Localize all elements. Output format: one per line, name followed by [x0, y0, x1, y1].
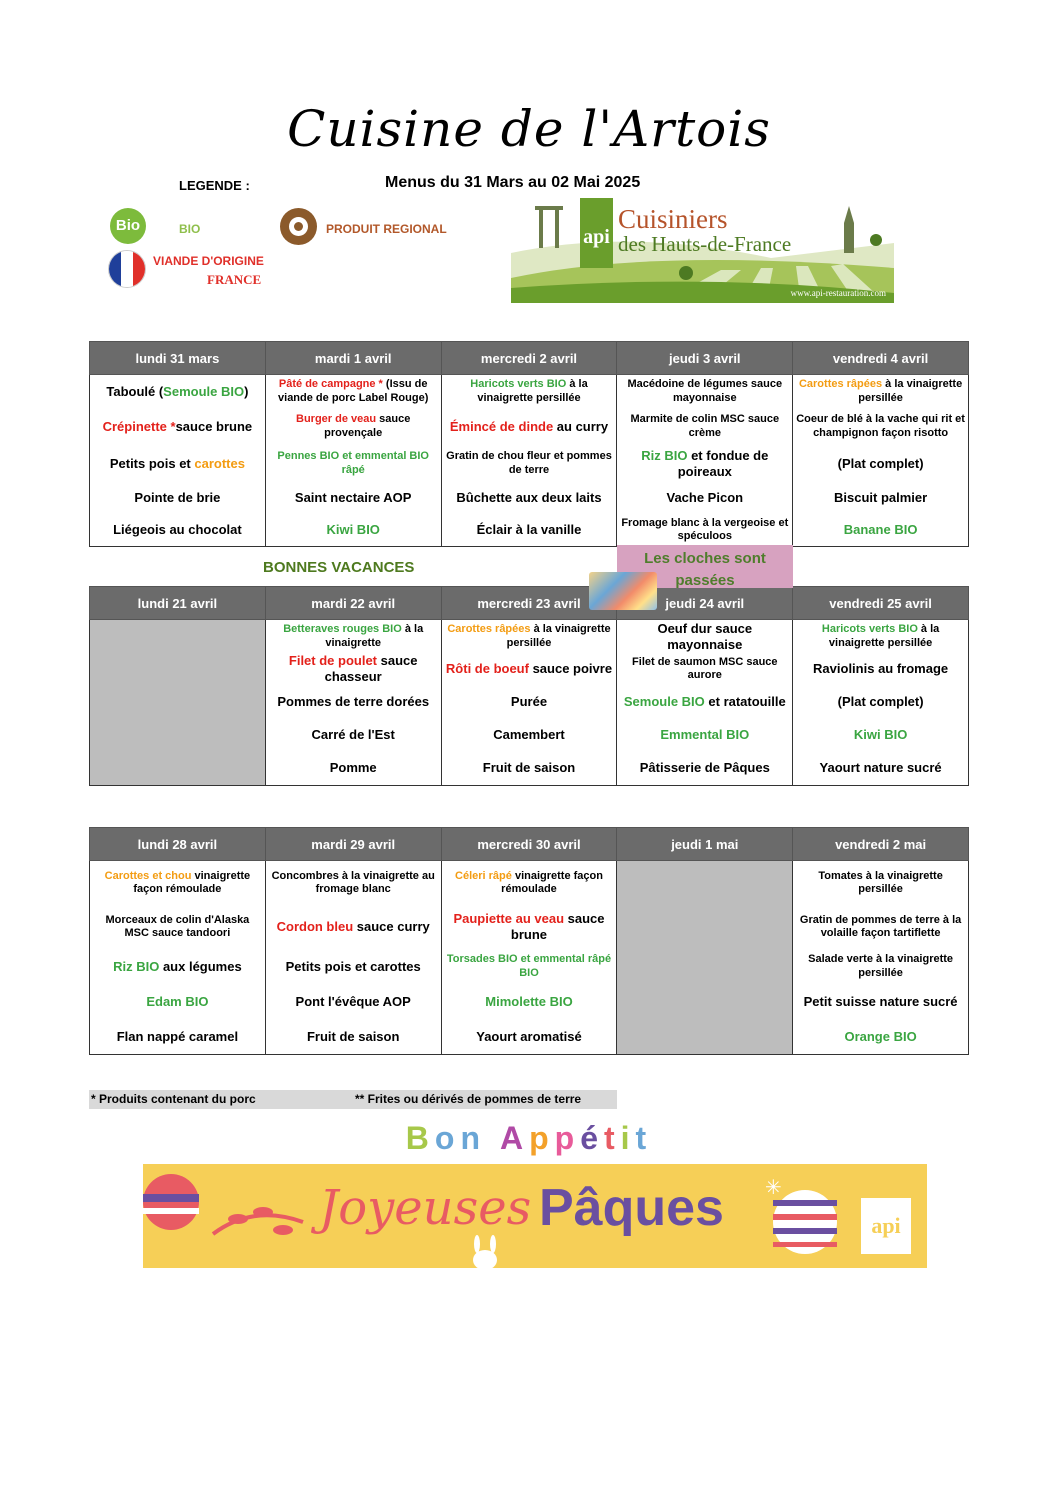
- french-flag-icon: [108, 250, 146, 288]
- menu-item-text: Edam BIO: [146, 993, 209, 1009]
- menu-item-text: Kiwi BIO: [853, 726, 908, 742]
- menu-item-text: Emmental BIO: [660, 726, 750, 742]
- menu-item-text: Petits pois et: [109, 455, 195, 471]
- bon-appetit-letter: n: [460, 1120, 486, 1156]
- menu-item-text: Marmite de colin MSC sauce crème: [630, 413, 780, 439]
- menu-item: [266, 653, 441, 685]
- menu-item-text: Yaourt aromatisé: [476, 1028, 582, 1044]
- menu-table-week2: [89, 586, 969, 786]
- menu-item: [793, 445, 968, 482]
- menu-item: [442, 653, 617, 685]
- logo-line1: Cuisiniers: [618, 204, 728, 234]
- menu-item: [266, 1019, 441, 1054]
- menu-item-text: Gratin de pommes de terre à la volaille façon tartiflette: [799, 913, 962, 939]
- menu-item-text: Pâté de campagne *: [278, 378, 383, 391]
- menu-item: [617, 482, 792, 514]
- menu-item: [442, 482, 617, 514]
- easter-banner: [143, 1164, 927, 1268]
- menu-item: [90, 482, 265, 514]
- day-header: jeudi 3 avril: [617, 342, 793, 375]
- vacances-banner: BONNES VACANCES: [263, 559, 415, 576]
- menu-item-text: Pointe de brie: [134, 490, 221, 506]
- menu-item-text: Vache Picon: [666, 490, 744, 506]
- menu-item-text: Carottes râpées: [798, 378, 883, 391]
- day-header: mercredi 2 avril: [441, 342, 617, 375]
- menu-item-text: Crépinette *: [102, 418, 176, 434]
- day-column: [441, 861, 617, 1055]
- menu-item-text: Rôti de boeuf: [445, 661, 529, 677]
- menu-item-text: Fruit de saison: [306, 1028, 400, 1044]
- menu-item-text: Mimolette BIO: [485, 993, 573, 1009]
- menu-item: [266, 375, 441, 408]
- menu-item-text: Burger de veau: [296, 413, 377, 426]
- bon-appetit-letter: B: [405, 1120, 435, 1156]
- menu-item-text: Semoule BIO: [163, 383, 245, 399]
- day-header: mardi 29 avril: [265, 828, 441, 861]
- menu-item: [617, 375, 792, 408]
- menu-item: [442, 620, 617, 653]
- menu-item-text: à la vinaigrette: [325, 623, 424, 649]
- menu-item-text: Orange BIO: [844, 1028, 917, 1044]
- menu-item: [793, 685, 968, 718]
- menu-item: [266, 408, 441, 445]
- menu-item: [617, 751, 792, 785]
- menu-item: [793, 718, 968, 751]
- menu-item-text: Bûchette aux deux laits: [456, 490, 602, 506]
- menu-item: [90, 408, 265, 445]
- menu-item-text: Émincé de dinde: [449, 418, 554, 434]
- menu-item: [617, 685, 792, 718]
- menu-item-text: Flan nappé caramel: [116, 1028, 239, 1044]
- menu-item-text: Céleri râpé: [455, 869, 512, 882]
- menu-item: [793, 905, 968, 949]
- bon-appetit-letter: t: [635, 1120, 653, 1156]
- menu-item-text: Pomme: [329, 760, 377, 776]
- day-header: mercredi 23 avril: [441, 587, 617, 620]
- menu-item-text: Gratin de chou fleur et pommes de terre: [446, 450, 612, 476]
- bon-appetit-letter: i: [620, 1120, 636, 1156]
- menu-item-text: Riz BIO: [641, 447, 688, 463]
- menu-item-text: Fruit de saison: [482, 760, 576, 776]
- menu-item: [442, 984, 617, 1019]
- menu-item: [793, 408, 968, 445]
- menu-item-text: Cordon bleu: [276, 919, 354, 935]
- menu-item: [266, 718, 441, 751]
- day-column: [90, 861, 266, 1055]
- menu-item-text: vinaigrette façon rémoulade: [501, 869, 603, 895]
- legend-viande-label: VIANDE D'ORIGINE: [153, 254, 264, 268]
- bon-appetit-letter: o: [434, 1120, 461, 1156]
- menu-item: [266, 905, 441, 949]
- menu-item-text: Carottes râpées: [447, 623, 531, 636]
- menu-item-text: sauce brune: [510, 911, 605, 942]
- menu-item-text: Kiwi BIO: [326, 522, 380, 538]
- day-header: vendredi 25 avril: [793, 587, 969, 620]
- day-header: lundi 21 avril: [90, 587, 266, 620]
- menu-item-text: Yaourt nature sucré: [819, 760, 942, 776]
- menu-item: [793, 375, 968, 408]
- menu-item-text: Fromage blanc à la vergeoise et spéculoos: [621, 516, 789, 542]
- note-porc: * Produits contenant du porc: [91, 1092, 256, 1106]
- menu-item-text: sauce curry: [353, 919, 430, 935]
- menu-item-text: Taboulé (: [106, 383, 164, 399]
- cloches-note: Les cloches sont passées: [617, 545, 793, 588]
- api-mark: api: [580, 198, 613, 268]
- menu-item-text: Pâtisserie de Pâques: [639, 760, 770, 776]
- menu-item: [266, 949, 441, 984]
- menu-item: [90, 1019, 265, 1054]
- menu-item: [266, 685, 441, 718]
- menu-item-text: (Issu de viande de porc Label Rouge): [278, 378, 429, 404]
- menu-table-week3: [89, 827, 969, 1055]
- bio-icon: Bio: [110, 208, 146, 244]
- menu-item-text: Saint nectaire AOP: [294, 490, 412, 506]
- menu-item-text: Éclair à la vanille: [476, 522, 582, 538]
- bon-appetit-letter: p: [554, 1120, 581, 1156]
- menu-item: [617, 445, 792, 482]
- menu-item: [793, 949, 968, 984]
- day-header: mercredi 30 avril: [441, 828, 617, 861]
- menu-item-text: (Plat complet): [837, 455, 924, 471]
- legend-title: LEGENDE :: [179, 178, 250, 193]
- menu-item-text: à la vinaigrette persillée: [506, 623, 611, 649]
- menu-item: [617, 653, 792, 685]
- day-column: [265, 375, 441, 547]
- menu-item-text: aux légumes: [159, 958, 242, 974]
- day-column: [441, 375, 617, 547]
- menu-item-text: sauce provençale: [324, 413, 411, 439]
- menu-item-text: Pennes BIO et emmental BIO râpé: [277, 450, 429, 476]
- day-column: [617, 375, 793, 547]
- menu-item-text: Riz BIO: [113, 958, 160, 974]
- menu-period: Menus du 31 Mars au 02 Mai 2025: [385, 174, 641, 191]
- menu-item-text: Petits pois et carottes: [285, 958, 421, 974]
- menu-item-text: Salade verte à la vinaigrette persillée: [808, 953, 954, 979]
- menu-item-text: Filet de poulet: [288, 653, 378, 669]
- menu-item: [793, 653, 968, 685]
- menu-item-text: Haricots verts BIO: [821, 623, 918, 636]
- menu-item-text: Morceaux de colin d'Alaska MSC sauce tandoori: [105, 913, 250, 939]
- day-header: mardi 1 avril: [265, 342, 441, 375]
- day-column: [793, 620, 969, 786]
- menu-item: [617, 718, 792, 751]
- banner-api-logo: api: [861, 1198, 911, 1254]
- day-column: [265, 861, 441, 1055]
- menu-item: [793, 751, 968, 785]
- menu-item-text: Macédoine de légumes sauce mayonnaise: [627, 378, 783, 404]
- banner-joyeuses: Joyeuses: [319, 1180, 532, 1236]
- menu-item-text: Coeur de blé à la vache qui rit et champignon façon risotto: [796, 413, 965, 439]
- banner-paques: Pâques: [539, 1179, 724, 1237]
- menu-item-text: Torsades BIO et emmental râpé BIO: [446, 953, 612, 979]
- menu-item-text: sauce chasseur: [324, 653, 418, 684]
- menu-item: [617, 408, 792, 445]
- day-column: [90, 620, 266, 786]
- bon-appetit-letter: p: [529, 1120, 555, 1156]
- menu-table-week1: [89, 341, 969, 547]
- menu-item: [90, 861, 265, 905]
- day-column: [617, 861, 793, 1055]
- menu-item-text: Banane BIO: [843, 522, 918, 538]
- menu-item-text: Haricots verts BIO: [470, 378, 567, 391]
- menu-item-text: à la vinaigrette persillée: [828, 623, 940, 649]
- menu-item-text: Betteraves rouges BIO: [283, 623, 402, 636]
- day-header: vendredi 4 avril: [793, 342, 969, 375]
- menu-item: [90, 905, 265, 949]
- legend-regional-label: PRODUIT REGIONAL: [326, 222, 447, 236]
- day-column: [265, 620, 441, 786]
- menu-item: [442, 375, 617, 408]
- svg-text:✳: ✳: [765, 1175, 782, 1199]
- menu-item-text: Carré de l'Est: [311, 726, 395, 742]
- menu-item: [793, 861, 968, 905]
- day-column: [617, 620, 793, 786]
- menu-item: [442, 514, 617, 546]
- menu-item: [266, 514, 441, 546]
- menu-item-text: carottes: [194, 455, 245, 471]
- menu-item: [442, 905, 617, 949]
- menu-item-text: à la vinaigrette persillée: [477, 378, 588, 404]
- menu-item: [442, 949, 617, 984]
- menu-item: [442, 751, 617, 785]
- menu-item-text: (Plat complet): [837, 693, 924, 709]
- menu-item-text: et ratatouille: [704, 693, 786, 709]
- menu-item: [90, 949, 265, 984]
- page-title: Cuisine de l'Artois: [287, 100, 771, 158]
- day-column: [793, 861, 969, 1055]
- easter-photo: [589, 572, 657, 610]
- menu-item-text: et fondue de poireaux: [677, 447, 769, 479]
- day-header: jeudi 1 mai: [617, 828, 793, 861]
- menu-item-text: Filet de saumon MSC sauce aurore: [632, 655, 778, 681]
- menu-item: [266, 984, 441, 1019]
- easter-decorations: [143, 1164, 927, 1268]
- menu-item: [442, 408, 617, 445]
- logo-url: www.api-restauration.com: [790, 288, 886, 298]
- menu-item-text: Camembert: [493, 726, 565, 742]
- menu-item-text: Semoule BIO: [623, 693, 705, 709]
- bon-appetit: [0, 1120, 1058, 1157]
- menu-item: [90, 984, 265, 1019]
- menu-item-text: Raviolinis au fromage: [813, 661, 949, 677]
- day-column: [441, 620, 617, 786]
- menu-item: [793, 984, 968, 1019]
- menu-item-text: à la vinaigrette persillée: [858, 378, 963, 404]
- menu-item-text: Carottes et chou: [104, 869, 192, 882]
- footnotes: [89, 1090, 617, 1109]
- menu-item: [442, 718, 617, 751]
- menu-item-text: sauce brune: [175, 418, 253, 434]
- menu-item: [442, 861, 617, 905]
- menu-item: [617, 620, 792, 653]
- menu-item-text: Petit suisse nature sucré: [803, 993, 958, 1009]
- bon-appetit-letter: A: [500, 1120, 530, 1156]
- day-header: vendredi 2 mai: [793, 828, 969, 861]
- menu-item: [266, 751, 441, 785]
- menu-item: [266, 861, 441, 905]
- menu-item-text: au curry: [553, 418, 609, 434]
- day-column: [793, 375, 969, 547]
- menu-item: [90, 375, 265, 408]
- menu-item-text: vinaigrette façon rémoulade: [133, 869, 251, 895]
- day-header: mardi 22 avril: [265, 587, 441, 620]
- menu-item: [617, 514, 792, 546]
- bon-appetit-letter: t: [604, 1120, 621, 1156]
- menu-item: [266, 482, 441, 514]
- menu-item-text: Pommes de terre dorées: [277, 693, 430, 709]
- menu-item-text: Liégeois au chocolat: [113, 522, 242, 538]
- logo-line2: des Hauts-de-France: [618, 232, 792, 256]
- menu-item-text: Oeuf dur sauce mayonnaise: [657, 620, 753, 652]
- menu-item: [793, 1019, 968, 1054]
- menu-item-text: Concombres à la vinaigrette au fromage blanc: [271, 869, 435, 895]
- menu-item: [266, 445, 441, 482]
- menu-item-text: Purée: [510, 693, 548, 709]
- day-header: lundi 28 avril: [90, 828, 266, 861]
- legend-bio-label: BIO: [179, 222, 201, 236]
- menu-item: [266, 620, 441, 653]
- bon-appetit-letter: é: [580, 1120, 604, 1156]
- menu-item: [442, 1019, 617, 1054]
- menu-item: [793, 620, 968, 653]
- menu-item-text: Tomates à la vinaigrette persillée: [818, 869, 943, 895]
- menu-item-text: Pont l'évêque AOP: [295, 993, 411, 1009]
- api-logo: [511, 198, 894, 303]
- menu-item: [793, 514, 968, 546]
- menu-item-text: sauce poivre: [528, 661, 613, 677]
- menu-item: [793, 482, 968, 514]
- note-frites: ** Frites ou dérivés de pommes de terre: [355, 1092, 582, 1106]
- day-column: [90, 375, 266, 547]
- menu-item-text: Paupiette au veau: [453, 911, 565, 927]
- menu-item: [442, 685, 617, 718]
- menu-item-text: ): [244, 383, 249, 399]
- menu-item: [90, 445, 265, 482]
- regional-product-icon: [280, 208, 317, 245]
- menu-item-text: Biscuit palmier: [833, 490, 928, 506]
- day-header: jeudi 24 avril: [617, 587, 793, 620]
- menu-item: [90, 514, 265, 546]
- legend-france-label: FRANCE: [207, 272, 262, 287]
- day-header: lundi 31 mars: [90, 342, 266, 375]
- menu-item: [442, 445, 617, 482]
